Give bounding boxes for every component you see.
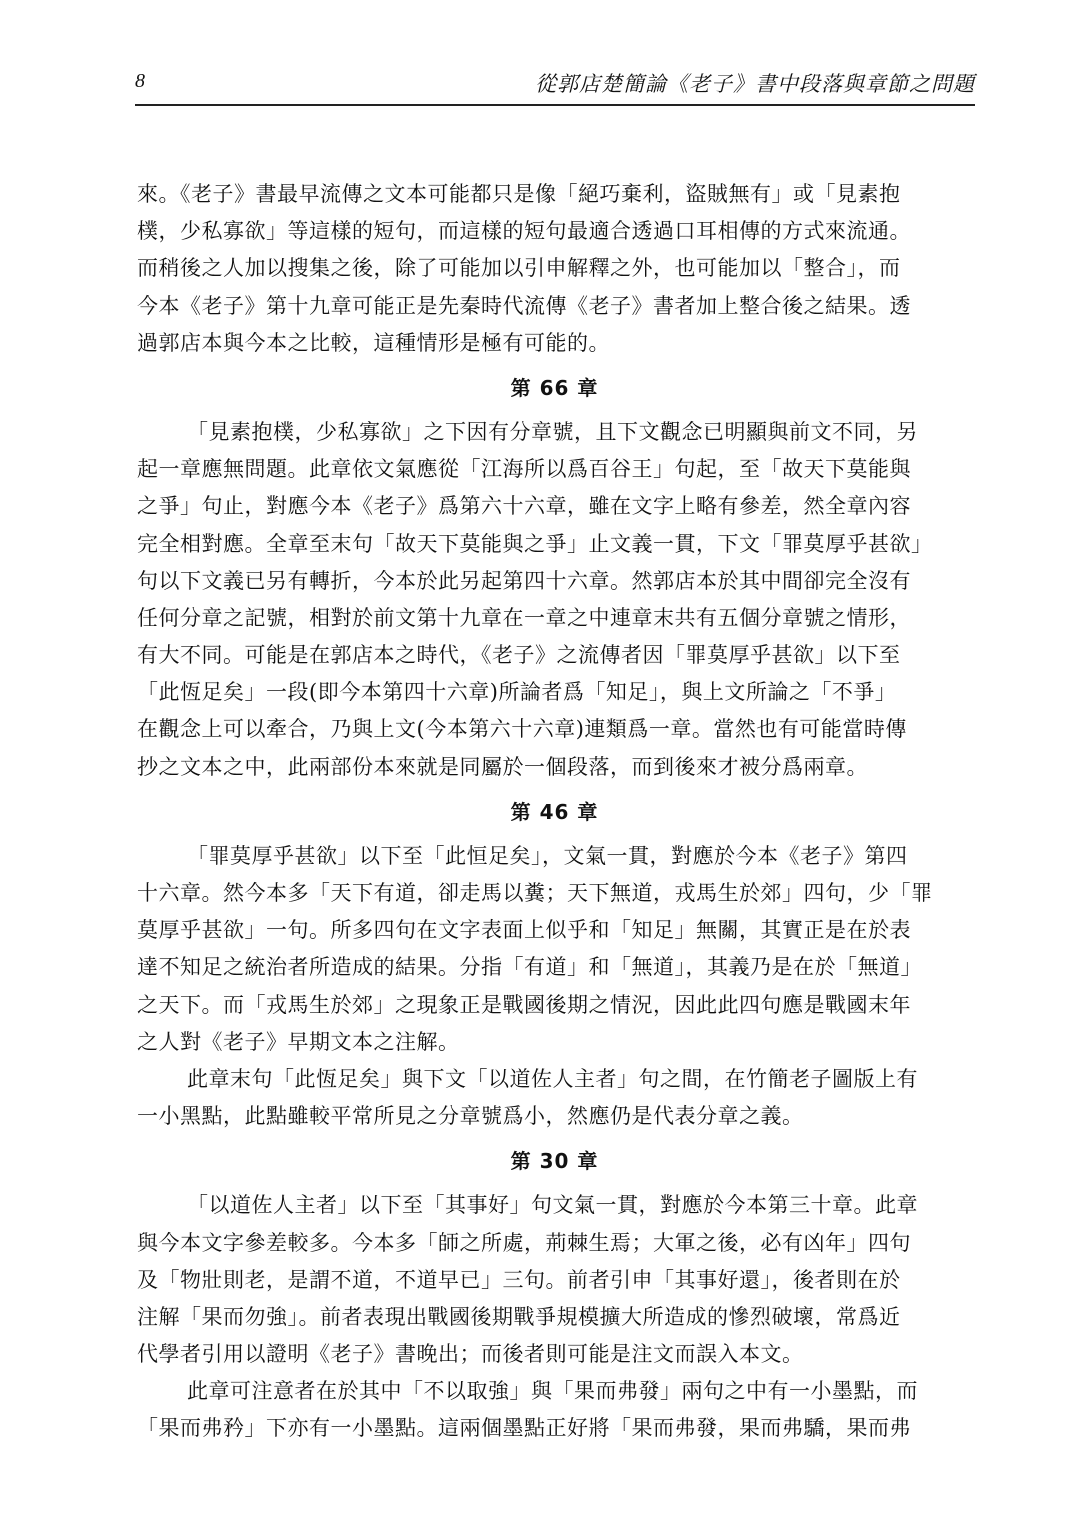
- body-text: [137, 176, 972, 1448]
- text-line: 來。《老子》書最早流傳之文本可能都只是像「絕巧棄利，盜賊無有」或「見素抱: [137, 182, 901, 206]
- page-number: 8: [135, 70, 145, 92]
- text-line: 樸，少私寡欲」等這樣的短句，而這樣的短句最適合透過口耳相傳的方式來流通。: [137, 219, 911, 244]
- text-line: 而稍後之人加以搜集之後，除了可能加以引申解釋之外，也可能加以「整合」，而: [137, 256, 901, 281]
- text-line: 莫厚乎甚欲」一句。所多四句在文字表面上似乎和「知足」無關，其實正是在於表: [137, 918, 911, 943]
- text-line: 起一章應無問題。此章依文氣應從「江海所以爲百谷王」句起，至「故天下莫能與: [137, 457, 911, 482]
- text-line: 之人對《老子》早期文本之注解。: [137, 1029, 460, 1054]
- text-line: 達不知足之統治者所造成的結果。分指「有道」和「無道」，其義乃是在於「無道」: [137, 955, 922, 980]
- text-line: 過郭店本與今本之比較，這種情形是極有可能的。: [137, 330, 610, 355]
- paragraph: [137, 1187, 972, 1373]
- text-line: 此章末句「此恆足矣」與下文「以道佐人主者」句之間，在竹簡老子圖版上有: [187, 1066, 918, 1091]
- text-line: 今本《老子》第十九章可能正是先秦時代流傳《老子》書者加上整合後之結果。透: [137, 293, 911, 318]
- section-heading: 第 66 章: [510, 375, 599, 400]
- section-heading: 第 30 章: [510, 1149, 599, 1174]
- text-line: 與今本文字參差較多。今本多「師之所處，荊棘生焉；大軍之後，必有凶年」四句: [137, 1230, 911, 1255]
- text-line: 在觀念上可以牽合，乃與上文(今本第六十六章)連類爲一章。當然也有可能當時傳: [137, 717, 907, 742]
- paragraph: [137, 1061, 972, 1135]
- text-line: 代學者引用以證明《老子》書晚出；而後者則可能是注文而誤入本文。: [137, 1342, 804, 1367]
- text-line: 有大不同。可能是在郭店本之時代，《老子》之流傳者因「罪莫厚乎甚欲」以下至: [137, 643, 901, 668]
- text-line: 之爭」句止，對應今本《老子》爲第六十六章，雖在文字上略有參差，然全章內容: [137, 494, 911, 519]
- text-line: 十六章。然今本多「天下有道，卻走馬以糞；天下無道，戎馬生於郊」四句，少「罪: [137, 881, 933, 905]
- text-line: 完全相對應。全章至末句「故天下莫能與之爭」止文義一貫，下文「罪莫厚乎甚欲」: [137, 531, 933, 556]
- section-heading: 第 46 章: [510, 799, 599, 824]
- page-header: [135, 68, 975, 102]
- text-line: 句以下文義已另有轉折，今本於此另起第四十六章。然郭店本於其中間卻完全沒有: [137, 568, 911, 593]
- text-line: 及「物壯則老，是謂不道，不道早已」三句。前者引申「其事好還」，後者則在於: [137, 1267, 901, 1292]
- paragraph: [137, 414, 972, 786]
- text-line: 「果而弗矜」下亦有一小墨點。這兩個墨點正好將「果而弗發，果而弗驕，果而弗: [137, 1416, 911, 1441]
- text-line: 此章可注意者在於其中「不以取強」與「果而弗發」兩句之中有一小墨點，而: [187, 1379, 918, 1404]
- text-line: 一小黑點，此點雖較平常所見之分章號爲小，然應仍是代表分章之義。: [137, 1104, 804, 1129]
- text-line: 「見素抱樸，少私寡欲」之下因有分章號，且下文觀念已明顯與前文不同，另: [187, 419, 918, 444]
- text-line: 「以道佐人主者」以下至「其事好」句文氣一貫，對應於今本第三十章。此章: [187, 1193, 918, 1218]
- paragraph: [137, 1373, 972, 1447]
- paragraph: [137, 838, 972, 1061]
- text-line: 「此恆足矣」一段(即今本第四十六章)所論者爲「知足」，與上文所論之「不爭」: [137, 680, 897, 705]
- text-line: 注解「果而勿強」。前者表現出戰國後期戰爭規模擴大所造成的慘烈破壞，常爲近: [137, 1304, 901, 1329]
- paragraph: [137, 176, 972, 362]
- running-title: 從郭店楚簡論《老子》書中段落與章節之問題: [535, 72, 975, 96]
- text-line: 之天下。而「戎馬生於郊」之現象正是戰國後期之情況，因此此四句應是戰國末年: [137, 992, 911, 1017]
- text-line: 任何分章之記號，相對於前文第十九章在一章之中連章末共有五個分章號之情形，: [137, 605, 911, 630]
- text-line: 抄之文本之中，此兩部份本來就是同屬於一個段落，而到後來才被分爲兩章。: [137, 754, 868, 779]
- header-rule: [135, 104, 975, 106]
- text-line: 「罪莫厚乎甚欲」以下至「此恒足矣」，文氣一貫，對應於今本《老子》第四: [187, 843, 908, 868]
